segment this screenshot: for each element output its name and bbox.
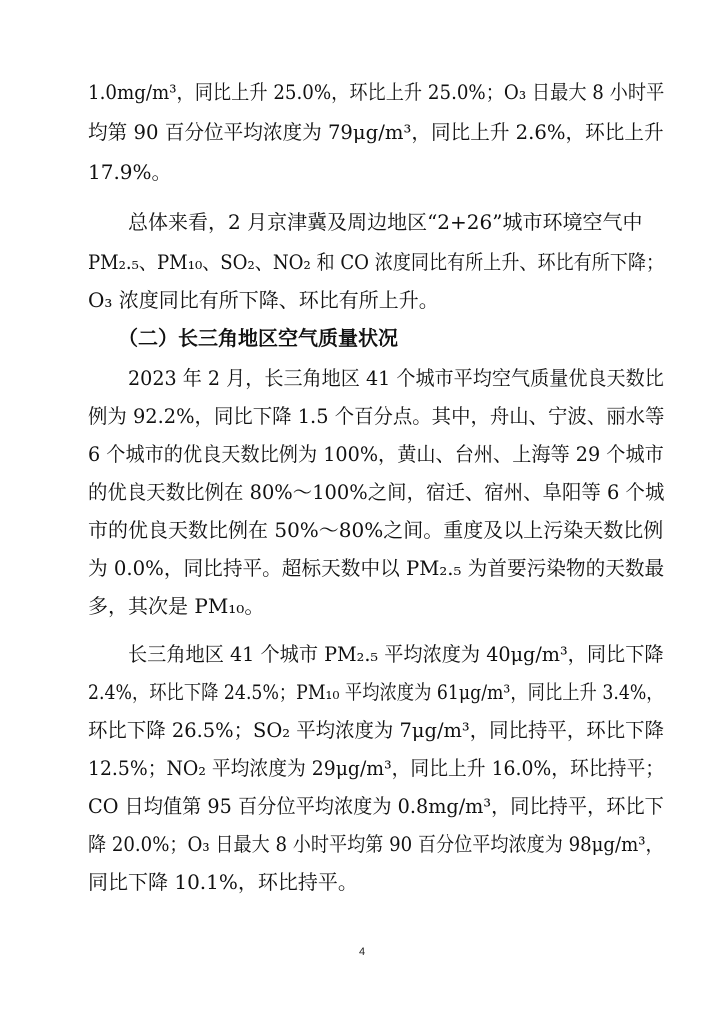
- paragraph-line: PM₂.₅、PM₁₀、SO₂、NO₂ 和 CO 浓度同比有所上升、环比有所下降；: [88, 250, 665, 274]
- paragraph-line: 12.5%；NO₂ 平均浓度为 29μg/m³，同比上升 16.0%，环比持平；: [88, 756, 665, 780]
- paragraph-line: 同比下降 10.1%，环比持平。: [88, 870, 358, 894]
- section-heading: （二）长三角地区空气质量状况: [118, 326, 398, 350]
- paragraph-line: 的优良天数比例在 80%～100%之间，宿迁、宿州、阜阳等 6 个城: [88, 480, 665, 504]
- paragraph-line: 环比下降 26.5%；SO₂ 平均浓度为 7μg/m³，同比持平，环比下降: [88, 718, 664, 742]
- paragraph-line: 2.4%，环比下降 24.5%；PM₁₀ 平均浓度为 61μg/m³，同比上升 3.4%，: [88, 680, 664, 704]
- paragraph-line: O₃ 浓度同比有所下降、环比有所上升。: [88, 288, 439, 312]
- paragraph-line: 例为 92.2%，同比下降 1.5 个百分点。其中，舟山、宁波、丽水等: [88, 404, 665, 428]
- paragraph-line: 均第 90 百分位平均浓度为 79μg/m³，同比上升 2.6%，环比上升: [88, 120, 664, 144]
- page-number: 4: [358, 946, 366, 958]
- paragraph-line: 6 个城市的优良天数比例为 100%，黄山、台州、上海等 29 个城市: [88, 442, 664, 466]
- paragraph-line: 1.0mg/m³，同比上升 25.0%，环比上升 25.0%；O₃ 日最大 8 小时平: [88, 80, 665, 104]
- paragraph-line: 2023 年 2 月，长三角地区 41 个城市平均空气质量优良天数比: [128, 366, 664, 390]
- paragraph-line: 总体来看，2 月京津冀及周边地区“2+26”城市环境空气中: [128, 210, 643, 234]
- paragraph-line: 降 20.0%；O₃ 日最大 8 小时平均第 90 百分位平均浓度为 98μg/m³，: [88, 832, 664, 856]
- paragraph-line: CO 日均值第 95 百分位平均浓度为 0.8mg/m³，同比持平，环比下: [88, 794, 664, 818]
- paragraph-line: 为 0.0%，同比持平。超标天数中以 PM₂.₅ 为首要污染物的天数最: [88, 556, 665, 580]
- paragraph-line: 多，其次是 PM₁₀。: [88, 594, 265, 618]
- paragraph-line: 长三角地区 41 个城市 PM₂.₅ 平均浓度为 40μg/m³，同比下降: [128, 642, 664, 666]
- paragraph-line: 17.9%。: [88, 160, 172, 184]
- paragraph-line: 市的优良天数比例在 50%～80%之间。重度及以上污染天数比例: [88, 518, 664, 542]
